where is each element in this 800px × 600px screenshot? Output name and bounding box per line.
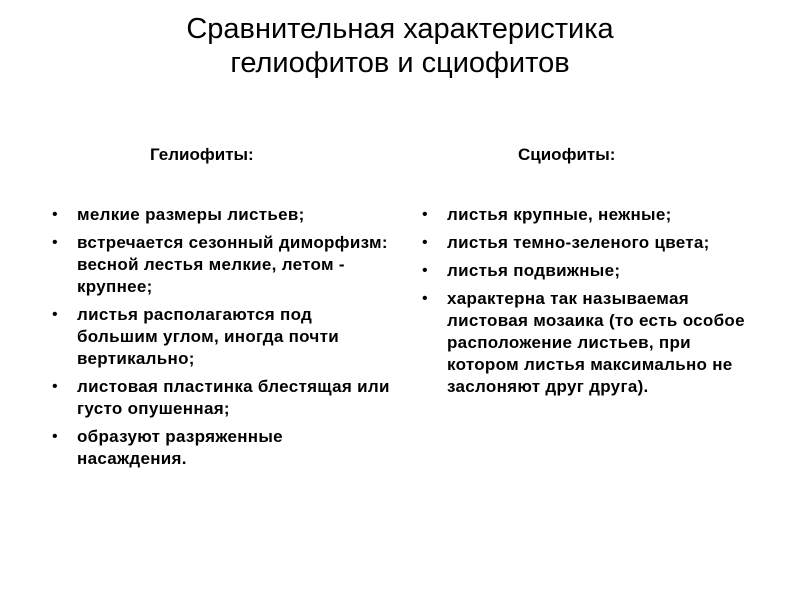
list-item	[50, 232, 390, 298]
list-item-text: листья располагаются под большим углом, иногда почти вертикально;	[77, 305, 339, 368]
bullet-icon: •	[422, 206, 428, 223]
bullet-icon: •	[52, 428, 58, 445]
list-item	[420, 288, 760, 398]
list-item-text: листья крупные, нежные;	[447, 205, 672, 224]
heliophytes-column	[50, 143, 390, 476]
list-item	[50, 204, 390, 226]
bullet-icon: •	[422, 234, 428, 251]
list-item	[420, 204, 760, 226]
list-item-text: встречается сезонный диморфизм: весной лестья мелкие, летом - крупнее;	[77, 233, 388, 296]
list-item	[420, 232, 760, 254]
bullet-icon: •	[52, 234, 58, 251]
bullet-icon: •	[52, 378, 58, 395]
bullet-icon: •	[422, 262, 428, 279]
list-item-text: листья темно-зеленого цвета;	[447, 233, 710, 252]
slide-title-line-1: Сравнительная характеристика	[186, 13, 614, 45]
list-item-text: мелкие размеры листьев;	[77, 205, 305, 224]
list-item-text: листовая пластинка блестящая или густо опушенная;	[77, 377, 390, 418]
slide-title-line-2: гелиофитов и сциофитов	[230, 47, 570, 79]
list-item-text: листья подвижные;	[447, 261, 621, 280]
list-item-text: характерна так называемая листовая мозаика (то есть особое расположение листьев, при котором листья максимально не заслоняют друг друга).	[447, 289, 745, 396]
list-item	[50, 426, 390, 470]
bullet-icon: •	[52, 306, 58, 323]
bullet-icon: •	[52, 206, 58, 223]
list-item	[50, 376, 390, 420]
sciophytes-column	[420, 143, 760, 404]
bullet-icon: •	[422, 290, 428, 307]
heliophytes-heading: Гелиофиты:	[150, 145, 254, 164]
sciophytes-heading: Сциофиты:	[518, 145, 616, 164]
heliophytes-list	[50, 204, 390, 470]
list-item	[50, 304, 390, 370]
list-item-text: образуют разряженные насаждения.	[77, 427, 283, 468]
slide-title	[0, 12, 800, 80]
list-item	[420, 260, 760, 282]
sciophytes-list	[420, 204, 760, 398]
